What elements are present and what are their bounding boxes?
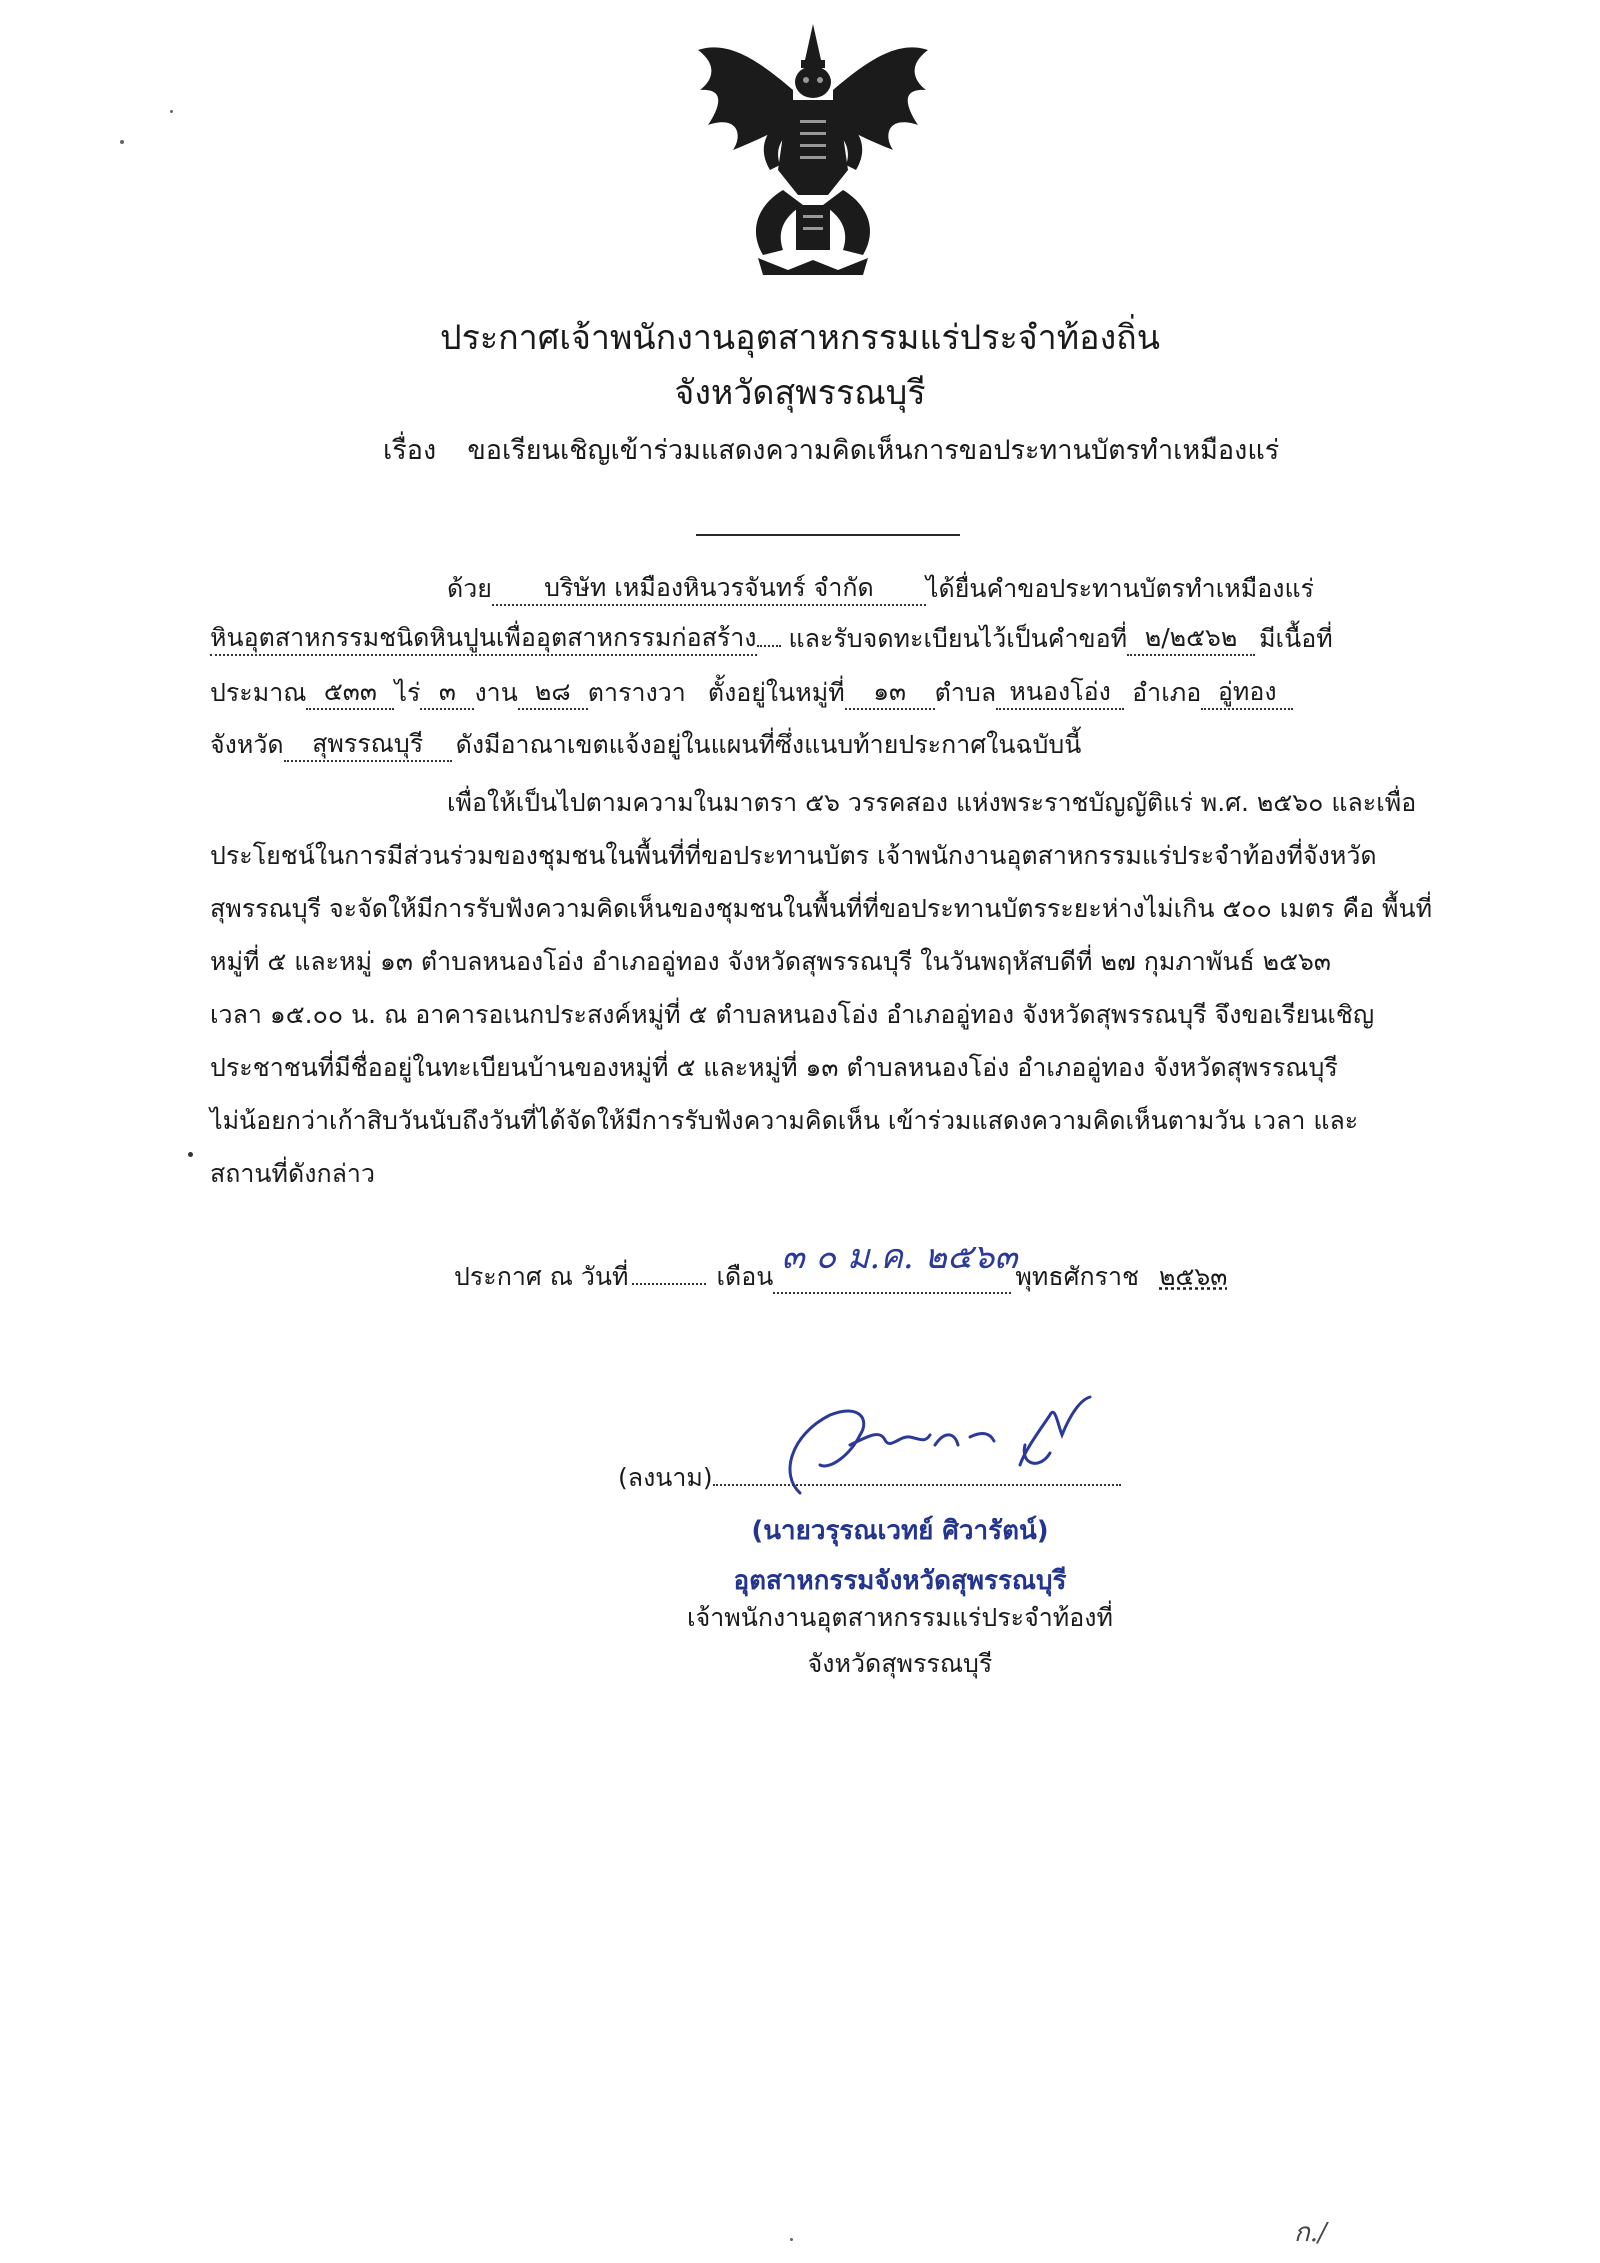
intro-line-4: [210, 730, 1081, 762]
signer-role-line2: จังหวัดสุพรรณบุรี: [807, 1649, 993, 1678]
label-located: ตั้งอยู่ในหมู่ที่: [707, 678, 845, 707]
signer-name: (นายวรุรณเวทย์ ศิวารัตน์): [751, 1516, 1049, 1546]
amphoe-name: อู่ทอง: [1217, 677, 1277, 706]
subject-label: เรื่อง: [383, 435, 437, 466]
label-registered: และรับจดทะเบียนไว้เป็นคำขอที่: [788, 624, 1128, 653]
dateline: [454, 1237, 1228, 1294]
label-buddhist-era: พุทธศักราช: [1015, 1262, 1140, 1291]
body-paragraph: [210, 776, 1446, 1200]
year-value: ๒๕๖๓: [1159, 1262, 1228, 1291]
label-duay: ด้วย: [447, 574, 492, 603]
garuda-emblem-icon: [688, 20, 938, 280]
province-name: สุพรรณบุรี: [312, 729, 424, 758]
label-ngan: งาน: [474, 678, 518, 707]
province-field: [284, 730, 452, 762]
rai-field: [306, 678, 394, 710]
label-month: เดือน: [716, 1262, 774, 1291]
scan-speck: [170, 110, 173, 113]
label-map-note: ดังมีอาณาเขตแจ้งอยู่ในแผนที่ซึ่งแนบท้ายประกาศในฉบับนี้: [455, 730, 1082, 759]
label-amphoe: อำเภอ: [1132, 678, 1202, 707]
announcement-title-line1: ประกาศเจ้าพนักงานอุตสาหกรรมแร่ประจำท้องถิ่น: [439, 318, 1160, 358]
ngan-field: [420, 678, 474, 710]
moo-field: [845, 678, 935, 710]
body-line: หมู่ที่ ๕ และหมู่ ๑๓ ตำบลหนองโอ่ง อำเภออู่ทอง จังหวัดสุพรรณบุรี ในวันพฤหัสบดีที่ ๒๗ กุมภาพันธ์ ๒๕๖๓: [210, 947, 1331, 976]
scan-speck: [188, 1152, 193, 1157]
area-rai: ๕๓๓: [323, 677, 377, 706]
title-divider: [696, 534, 960, 536]
tambon-field: [996, 678, 1124, 710]
request-number: ๒/๒๕๖๒: [1144, 623, 1238, 652]
signer-role-line1: เจ้าพนักงานอุตสาหกรรมแร่ประจำท้องที่: [687, 1603, 1113, 1632]
area-wa: ๒๘: [534, 677, 571, 706]
mineral-field: [210, 624, 757, 656]
day-field: [632, 1283, 706, 1285]
signer-position: อุตสาหกรรมจังหวัดสุพรรณบุรี: [733, 1566, 1067, 1596]
intro-line-1: [447, 574, 1314, 606]
body-line: ไม่น้อยกว่าเก้าสิบวันนับถึงวันที่ได้จัดให้มีการรับฟังความคิดเห็น เข้าร่วมแสดงความคิดเห็นตามวัน เวลา และ: [210, 1106, 1359, 1135]
announcement-title-line2: จังหวัดสุพรรณบุรี: [674, 373, 926, 413]
body-line: สุพรรณบุรี จะจัดให้มีการรับฟังความคิดเห็นของชุมชนในพื้นที่ที่ขอประทานบัตรระยะห่างไม่เกิน ๕๐๐ เมตร คือ พื้นที่: [210, 894, 1433, 923]
body-line: ประโยชน์ในการมีส่วนร่วมของชุมชนในพื้นที่ที่ขอประทานบัตร เจ้าพนักงานอุตสาหกรรมแร่ประจำท้องที่จังหวัด: [210, 841, 1377, 870]
body-line: เพื่อให้เป็นไปตามความในมาตรา ๕๖ วรรคสอง แห่งพระราชบัญญัติแร่ พ.ศ. ๒๕๖๐ และเพื่อ: [447, 788, 1417, 817]
label-rai: ไร่: [394, 678, 421, 707]
body-line: เวลา ๑๕.๐๐ น. ณ อาคารอเนกประสงค์หมู่ที่ ๕ ตำบลหนองโอ่ง อำเภออู่ทอง จังหวัดสุพรรณบุรี จึงขอเรียนเชิญ: [210, 1000, 1375, 1029]
footer-initials: ก./: [1294, 2218, 1327, 2248]
subject-text: ขอเรียนเชิญเข้าร่วมแสดงความคิดเห็นการขอประทานบัตรทำเหมืองแร่: [467, 435, 1280, 466]
body-line: สถานที่ดังกล่าว: [210, 1159, 375, 1188]
tambon-name: หนองโอ่ง: [1009, 677, 1111, 706]
intro-line-2: [210, 624, 1333, 656]
label-filed: ได้ยื่นคำขอประทานบัตรทำเหมืองแร่: [925, 574, 1314, 603]
amphoe-field: [1201, 678, 1293, 710]
company-name: บริษัท เหมืองหินวรจันทร์ จำกัด: [544, 573, 874, 602]
label-wa: ตารางวา: [587, 678, 686, 707]
label-area: มีเนื้อที่: [1259, 624, 1333, 653]
company-field: [492, 574, 926, 606]
village-moo: ๑๓: [873, 677, 907, 706]
scan-speck: [790, 2238, 793, 2241]
signature-field: [713, 1484, 1121, 1486]
signed-line: [618, 1458, 1121, 1498]
intro-line-3: [210, 678, 1293, 710]
area-ngan: ๓: [438, 677, 456, 706]
label-announced-date: ประกาศ ณ วันที่: [454, 1262, 629, 1291]
subject-line: [383, 428, 1279, 471]
handwritten-date: ๓ ๐ ม.ค. ๒๕๖๓: [781, 1237, 1018, 1277]
request-no-field: [1127, 624, 1255, 656]
month-field: [773, 1237, 1018, 1294]
body-line: ประชาชนที่มีชื่ออยู่ในทะเบียนบ้านของหมู่ที่ ๕ และหมู่ที่ ๑๓ ตำบลหนองโอ่ง อำเภออู่ทอง จังหวัดสุพรรณบุรี: [210, 1053, 1338, 1082]
label-approx: ประมาณ: [210, 678, 307, 707]
wa-field: [518, 678, 588, 710]
label-tambon: ตำบล: [934, 678, 997, 707]
mineral-type: หินอุตสาหกรรมชนิดหินปูนเพื่ออุตสาหกรรมก่อสร้าง: [210, 623, 757, 652]
label-province: จังหวัด: [210, 730, 284, 759]
label-signed: (ลงนาม): [618, 1463, 713, 1492]
scan-speck: [120, 140, 124, 144]
